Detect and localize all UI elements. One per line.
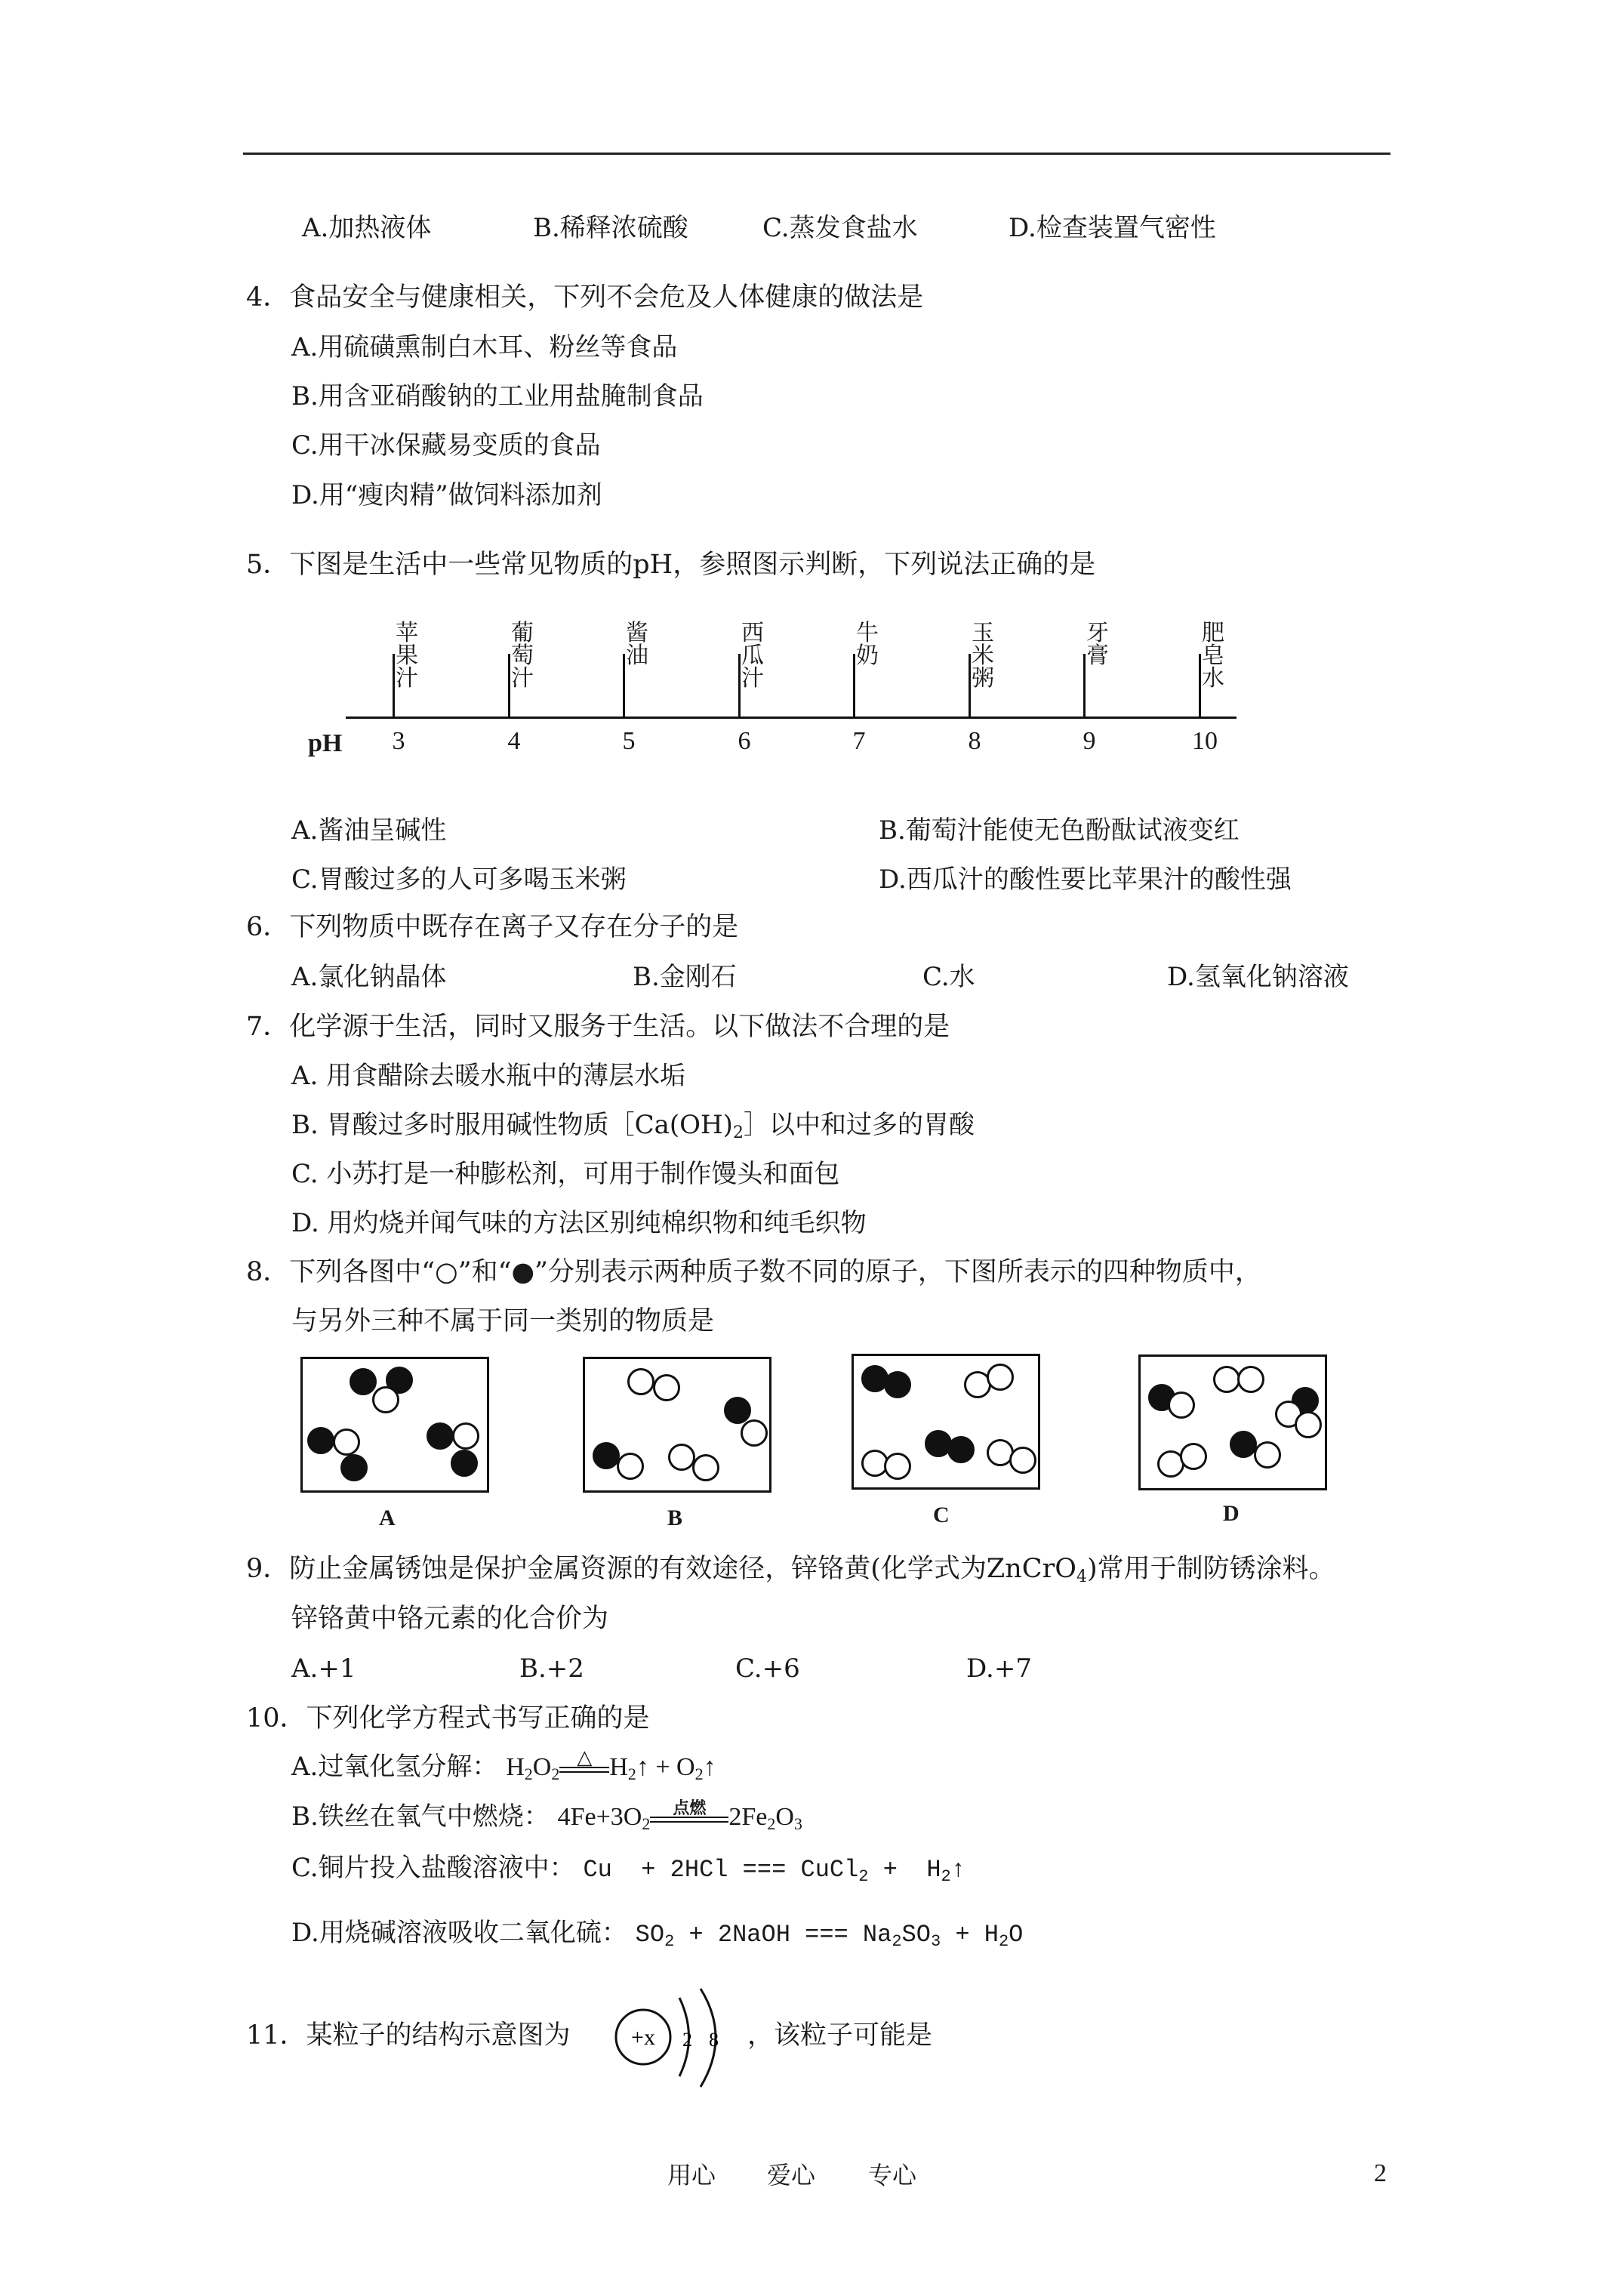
ph-substance-label <box>740 622 765 690</box>
atom-light <box>653 1374 680 1401</box>
q5-stem: 5．下图是生活中一些常见物质的pH，参照图示判断，下列说法正确的是 <box>246 550 1096 580</box>
ph-substance-char: 西 <box>741 621 764 646</box>
q3-option-c: C.蒸发食盐水 <box>762 213 918 243</box>
atom-dark <box>451 1450 478 1477</box>
atom-dark <box>1230 1431 1257 1458</box>
atom-light <box>1009 1447 1036 1474</box>
q10-option-c <box>291 1853 965 1892</box>
header-rule <box>243 153 1390 155</box>
ph-value-label: 9 <box>1083 727 1096 755</box>
ph-substance-label <box>510 622 535 690</box>
q11-stem: 11．某粒子的结构示意图为 <box>246 2020 571 2051</box>
atom-light <box>333 1428 360 1456</box>
q10-stem: 10．下列化学方程式书写正确的是 <box>246 1703 650 1734</box>
q10-a-equation: $H_2O_2$ △ $H_2↑$ + $O_2↑$ <box>506 1753 716 1781</box>
atom-structure-diagram <box>604 1981 740 2094</box>
q4-option-c: C.用干冰保藏易变质的食品 <box>291 430 601 461</box>
atom-dark <box>340 1454 368 1481</box>
atom-light <box>1237 1366 1264 1393</box>
q6-option-c: C.水 <box>922 962 975 992</box>
q7-b-text: B. 胃酸过多时服用碱性物质［Ca(OH) <box>291 1110 733 1140</box>
q9-option-b: B.+2 <box>519 1653 584 1684</box>
atom-light <box>372 1386 399 1413</box>
q4-option-d: D.用“瘦肉精”做饲料添加剂 <box>291 480 602 510</box>
q7-option-c: C. 小苏打是一种膨松剂，可用于制作馒头和面包 <box>291 1159 840 1189</box>
atom-light <box>692 1454 719 1481</box>
ph-value-label: 7 <box>852 727 866 755</box>
atom-dark <box>724 1397 751 1424</box>
atom-light <box>1295 1411 1322 1438</box>
q8-label-d: D <box>1223 1501 1240 1526</box>
footer-text-2: 爱心 <box>767 2161 816 2190</box>
ph-value-label: 3 <box>392 727 405 755</box>
atom-light <box>987 1364 1014 1391</box>
atom-dark <box>307 1427 334 1454</box>
atom-dark <box>884 1371 911 1398</box>
ph-substance-char: 油 <box>626 643 648 668</box>
q10-d-label: D.用烧碱溶液吸收二氧化硫： <box>291 1918 627 1948</box>
ph-substance-char: 皂 <box>1202 643 1224 668</box>
atom-dark <box>427 1422 454 1450</box>
q10-option-a <box>291 1746 716 1789</box>
q10-d-equation: $SO_2$ + 2NaOH === $Na_2SO_3 + H_2O$ <box>635 1921 1024 1951</box>
q7-option-a: A. 用食醋除去暖水瓶中的薄层水垢 <box>291 1061 686 1091</box>
ph-substance-char: 奶 <box>856 643 879 668</box>
q9-stem-line2: 锌铬黄中铬元素的化合价为 <box>291 1604 609 1634</box>
q7-option-d: D. 用灼烧并闻气味的方法区别纯棉织物和纯毛织物 <box>291 1208 867 1238</box>
q3-option-b: B.稀释浓硫酸 <box>533 213 688 243</box>
q5-option-a: A.酱油呈碱性 <box>291 815 447 846</box>
ph-substance-char: 膏 <box>1086 643 1109 668</box>
atom-dark <box>947 1436 975 1463</box>
q6-option-b: B.金刚石 <box>633 962 737 992</box>
q10-b-equation: $4Fe+3O_2$ 点燃 $2Fe_2O_3$ <box>558 1803 802 1831</box>
q7-b-tail: ］以中和过多的胃酸 <box>743 1110 975 1140</box>
ph-substance-label <box>394 622 420 690</box>
ph-substance-char: 水 <box>1202 666 1224 691</box>
q7-stem: 7．化学源于生活，同时又服务于生活。以下做法不合理的是 <box>246 1012 950 1042</box>
q3-option-a: A.加热液体 <box>302 213 432 243</box>
q3-option-d: D.检查装置气密性 <box>1009 213 1216 243</box>
ph-substance-char: 玉 <box>972 621 994 646</box>
q7-option-b <box>291 1110 975 1148</box>
atom-light <box>741 1419 768 1447</box>
q10-option-d <box>291 1918 1023 1957</box>
ph-substance-char: 瓜 <box>741 643 764 668</box>
ph-substance-char: 肥 <box>1202 621 1224 646</box>
shell-2-electrons: 8 <box>709 2029 719 2051</box>
q5-option-b: B.葡萄汁能使无色酚酞试液变红 <box>879 815 1240 846</box>
ph-scale-figure <box>308 618 1289 769</box>
footer-text-1: 用心 <box>667 2161 716 2190</box>
ph-substance-char: 葡 <box>511 621 534 646</box>
ph-axis-line <box>346 717 1236 719</box>
q8-stem-line1: 8．下列各图中“○”和“●”分别表示两种质子数不同的原子，下图所表示的四种物质中， <box>246 1257 1261 1287</box>
ph-substance-char: 粥 <box>972 666 994 691</box>
q4-option-b: B.用含亚硝酸钠的工业用盐腌制食品 <box>291 381 704 411</box>
q8-box-a <box>300 1357 489 1493</box>
ph-value-label: 5 <box>622 727 636 755</box>
q4-option-a: A.用硫磺熏制白木耳、粉丝等食品 <box>291 332 678 362</box>
ph-substance-char: 牙 <box>1086 621 1109 646</box>
q9-option-c: C.+6 <box>735 1653 800 1684</box>
q6-option-d: D.氢氧化钠溶液 <box>1167 962 1349 992</box>
q7-b-subscript: 2 <box>732 1123 744 1142</box>
page-number: 2 <box>1374 2159 1387 2187</box>
ph-substance-char: 汁 <box>396 666 418 691</box>
q8-box-d <box>1138 1354 1327 1490</box>
q11-after-text: ，该粒子可能是 <box>747 2020 933 2051</box>
q6-option-a: A.氯化钠晶体 <box>291 962 447 992</box>
q10-a-condition: △ <box>577 1746 593 1769</box>
ph-substance-char: 酱 <box>626 621 648 646</box>
q8-label-b: B <box>667 1505 683 1530</box>
ph-substance-char: 米 <box>972 643 994 668</box>
q8-box-b <box>583 1357 771 1493</box>
ph-substance-label <box>1200 622 1226 690</box>
q5-option-c: C.胃酸过多的人可多喝玉米粥 <box>291 864 627 895</box>
q8-label-c: C <box>933 1502 950 1527</box>
ph-value-label: 10 <box>1192 727 1218 755</box>
q9-option-a: A.+1 <box>291 1653 356 1684</box>
q8-label-a: A <box>379 1505 396 1530</box>
q10-a-label: A.过氧化氢分解： <box>291 1752 498 1782</box>
atom-light <box>617 1453 644 1480</box>
q10-c-label: C.铜片投入盐酸溶液中： <box>291 1853 575 1883</box>
ph-axis-label: pH <box>308 729 343 757</box>
nucleus-charge: +x <box>631 2025 655 2050</box>
q8-stem-line2: 与另外三种不属于同一类别的物质是 <box>291 1306 715 1336</box>
q9-stem-tail: )常用于制防锈涂料。 <box>1087 1554 1335 1584</box>
shell-1-electrons: 2 <box>682 2029 692 2051</box>
q10-b-label: B.铁丝在氧气中燃烧： <box>291 1801 550 1832</box>
ph-substance-char: 萄 <box>511 643 534 668</box>
ph-substance-char: 苹 <box>396 621 418 646</box>
q9-stem-line1 <box>246 1554 1335 1592</box>
atom-dark <box>593 1442 620 1469</box>
q10-option-b <box>291 1801 802 1839</box>
ph-substance-label <box>855 622 880 667</box>
footer-text-3: 专心 <box>868 2161 917 2190</box>
q8-box-c <box>852 1354 1040 1490</box>
atom-dark <box>350 1368 377 1395</box>
atom-light <box>668 1444 695 1471</box>
atom-light <box>627 1368 654 1395</box>
atom-light <box>1213 1366 1240 1393</box>
q9-option-d: D.+7 <box>966 1653 1032 1684</box>
q10-a-reaction-arrow <box>559 1746 609 1773</box>
ph-value-label: 8 <box>968 727 981 755</box>
q10-c-equation: Cu + 2HCl === CuCl$_2$ + $H_2↑$ <box>583 1856 965 1886</box>
q9-stem-subscript: 4 <box>1076 1567 1087 1586</box>
atom-light <box>1168 1391 1195 1419</box>
atom-light <box>1180 1443 1207 1470</box>
q10-b-condition: 点燃 <box>673 1799 707 1819</box>
q6-stem: 6．下列物质中既存在离子又存在分子的是 <box>246 912 739 942</box>
q4-stem: 4．食品安全与健康相关，下列不会危及人体健康的做法是 <box>246 282 924 313</box>
q10-b-reaction-arrow <box>650 1799 728 1823</box>
ph-substance-char: 牛 <box>856 621 879 646</box>
atom-light <box>884 1453 911 1480</box>
q9-stem-text: 9．防止金属锈蚀是保护金属资源的有效途径，锌铬黄(化学式为ZnCrO <box>246 1554 1076 1584</box>
ph-value-label: 6 <box>738 727 751 755</box>
atom-light <box>1254 1441 1281 1469</box>
ph-substance-char: 汁 <box>741 666 764 691</box>
atom-light <box>452 1422 479 1450</box>
ph-substance-char: 果 <box>396 643 418 668</box>
ph-substance-label <box>970 622 996 690</box>
ph-substance-label <box>624 622 650 667</box>
q5-option-d: D.西瓜汁的酸性要比苹果汁的酸性强 <box>879 864 1292 895</box>
ph-substance-char: 汁 <box>511 666 534 691</box>
ph-substance-label <box>1085 622 1110 667</box>
ph-value-label: 4 <box>507 727 521 755</box>
